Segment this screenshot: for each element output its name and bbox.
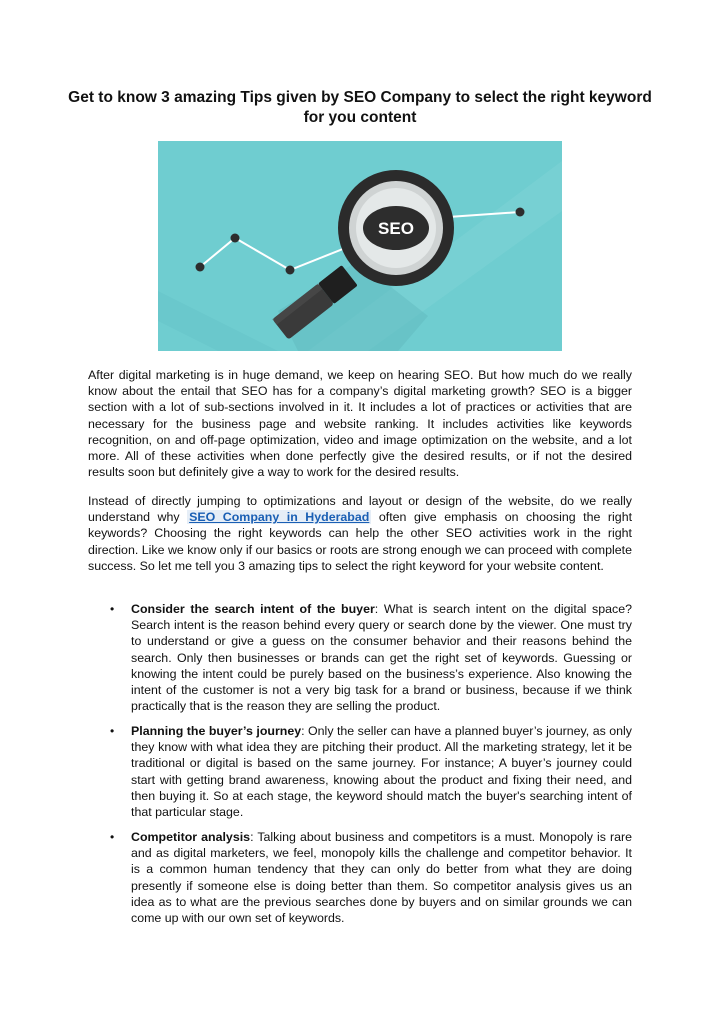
bullet-icon: • xyxy=(110,724,115,738)
seo-company-link[interactable]: SEO Company in Hyderabad xyxy=(189,510,370,525)
tip-item xyxy=(88,601,632,714)
tip-heading: Consider the search intent of the buyer xyxy=(131,602,375,616)
tip-body: : Talking about business and competitors is a must. Monopoly is rare and as digital marketers, we feel, monopoly kills the challenge and competitor behavior. It is a common human tendency that they can only do better from what they are doing presently if someone else is doing better than them. So competitor analysis gives us an idea as to what are the previous searches done by buyers and on similar grounds we can come up with our own set of keywords. xyxy=(131,830,632,926)
tip-body: : Only the seller can have a planned buyer’s journey, as only they know with what idea they are pitching their product. All the marketing strategy, let it be traditional or digital is based on the same journey. For instance; A buyer’s journey could start with getting brand awareness, knowing about the product and fixing their need, and then buying it. So at each stage, the keyword should match the buyer's searching intent of that particular stage. xyxy=(131,724,632,820)
page-title: Get to know 3 amazing Tips given by SEO Company to select the right keyword for you content xyxy=(68,89,652,126)
tip-list-item xyxy=(88,601,632,714)
paragraph-text: often give emphasis on choosing the right keywords? Choosing the right keywords can help the other SEO activities work in the right direction. Like we know only if our basics or roots are strong enough we can proceed with complete success. So let me tell you 3 amazing tips to select the right keyword for your website content. xyxy=(88,510,633,573)
seo-badge-text: SEO xyxy=(378,219,414,238)
paragraph-text: Instead of directly jumping to optimizations and layout or design of the website, do we really understand why xyxy=(88,494,632,525)
tip-item xyxy=(88,723,632,820)
seo-illustration xyxy=(158,141,562,351)
second-paragraph xyxy=(88,493,632,574)
graph-point xyxy=(286,266,295,275)
graph-point xyxy=(196,263,205,272)
bullet-icon: • xyxy=(110,602,115,616)
graph-point xyxy=(231,234,240,243)
tip-body: : What is search intent on the digital space? Search intent is the reason behind every query or search done by the viewer. One must try to understand or give a guess on the consumer behavior and their reasons behind the search. Only then businesses or brands can get the right set of keywords. Guessing or knowing the intent could be purely based on the business’s experience. Also knowing the intent of the customer is not a very big task for a brand or business, because if we think practically that is the reason they are selling the product. xyxy=(131,602,632,714)
bullet-icon: • xyxy=(110,830,115,844)
tip-list-item xyxy=(88,829,632,926)
tip-heading: Competitor analysis xyxy=(131,830,251,844)
intro-paragraph: After digital marketing is in huge demand, we keep on hearing SEO. But how much do we really know about the entail that SEO has for a company’s digital marketing growth? SEO is a bigger section with a lot of sub-sections involved in it. It includes a lot of practices or activities that are necessary for the business page and website ranking. It includes activities like keywords recognition, on and off-page optimization, video and image optimization on the website, and a lot more. All of these activities when done perfectly give the desired results, or if not the desired results soon but definitely give a way to work for the desired results. xyxy=(88,368,632,480)
tip-heading: Planning the buyer’s journey xyxy=(131,724,302,738)
tip-item xyxy=(88,829,632,926)
graph-point xyxy=(516,208,525,217)
tip-list-item xyxy=(88,723,632,820)
seo-hero-image xyxy=(158,141,562,351)
